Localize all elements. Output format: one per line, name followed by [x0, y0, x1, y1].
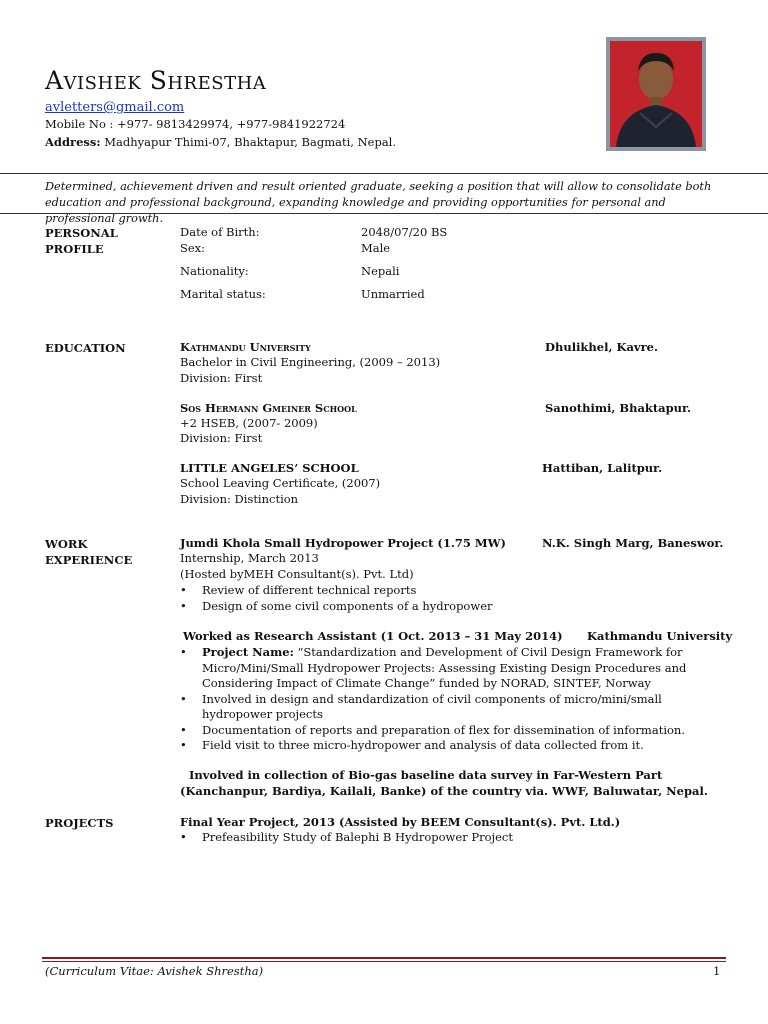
footer-text: (Curriculum Vitae: Avishek Shrestha) — [45, 964, 264, 978]
nationality-label: Nationality: — [180, 264, 249, 278]
list-item: • Documentation of reports and preparation of flex for dissemination of information. — [180, 723, 725, 739]
school-name: Sos Hermann Gmeiner School — [180, 401, 357, 415]
footer-divider — [42, 957, 726, 959]
list-item: • Review of different technical reports — [180, 583, 720, 599]
section-heading-projects: PROJECTS — [45, 816, 114, 830]
career-objective: Determined, achievement driven and result oriented graduate, seeking a position that will allow to consolidate both education and professional background, expanding knowledge and providing opportunities for personal and professional growth. — [45, 180, 712, 225]
job-location: N.K. Singh Marg, Baneswor. — [542, 536, 724, 550]
address — [45, 135, 396, 149]
school-name: Kathmandu University — [180, 340, 311, 354]
address-value: Madhyapur Thimi-07, Bhaktapur, Bagmati, Nepal. — [100, 135, 397, 149]
marital-label: Marital status: — [180, 287, 266, 301]
degree: School Leaving Certificate, (2007) — [180, 476, 381, 490]
divider — [0, 173, 768, 174]
job-duties — [180, 645, 725, 754]
email-link[interactable]: avletters@gmail.com — [45, 100, 185, 115]
school-name: LITTLE ANGELES’ SCHOOL — [180, 461, 359, 475]
address-label: Address: — [45, 135, 101, 149]
project-name-label: Project Name: — [202, 645, 294, 659]
profile-photo — [610, 41, 702, 147]
division: Division: First — [180, 431, 263, 445]
list-item: • Field visit to three micro-hydropower and analysis of data collected from it. — [180, 738, 725, 754]
division: Division: First — [180, 371, 263, 385]
divider — [0, 213, 768, 214]
list-item: • Prefeasibility Study of Balephi B Hydropower Project — [180, 830, 720, 846]
division: Division: Distinction — [180, 492, 299, 506]
job-title: Worked as Research Assistant (1 Oct. 2013 – 31 May 2014) — [183, 629, 563, 643]
job-duties — [180, 583, 720, 614]
list-item — [180, 645, 725, 692]
dob-value: 2048/07/20 BS — [361, 225, 448, 239]
section-heading-personal — [45, 225, 118, 257]
job-host: (Hosted byMEH Consultant(s). Pvt. Ltd) — [180, 567, 414, 581]
sex-label: Sex: — [180, 241, 206, 255]
job-role: Internship, March 2013 — [180, 551, 319, 565]
heading-line: WORK — [45, 537, 88, 551]
section-heading-education: EDUCATION — [45, 341, 126, 355]
marital-value: Unmarried — [361, 287, 425, 301]
nationality-value: Nepali — [361, 264, 400, 278]
profile-photo-frame — [606, 37, 706, 151]
footer-divider — [42, 961, 726, 962]
project-title: Final Year Project, 2013 (Assisted by BEEM Consultant(s). Pvt. Ltd.) — [180, 815, 621, 829]
project-name-text: “Standardization and Development of Civil Design Framework for Micro/Mini/Small Hydropower Projects: Assessing Existing Design Procedures and Considering Impact of Climate Change” funded by NORAD, SINTEF, Norway — [202, 645, 687, 690]
dob-label: Date of Birth: — [180, 225, 260, 239]
degree: +2 HSEB, (2007- 2009) — [180, 416, 318, 430]
school-location: Sanothimi, Bhaktapur. — [545, 401, 692, 415]
mobile-number: Mobile No : +977- 9813429974, +977-9841922724 — [45, 117, 346, 131]
heading-line: PERSONAL — [45, 226, 118, 240]
candidate-name: Avishek Shrestha — [45, 66, 267, 95]
list-item: • Involved in design and standardization of civil components of micro/mini/small hydropower projects — [180, 692, 725, 723]
section-heading-work — [45, 536, 132, 568]
job-title: Jumdi Khola Small Hydropower Project (1.75 MW) — [180, 536, 506, 550]
degree: Bachelor in Civil Engineering, (2009 – 2013) — [180, 355, 441, 369]
project-list — [180, 830, 720, 846]
sex-value: Male — [361, 241, 391, 255]
school-location: Hattiban, Lalitpur. — [542, 461, 663, 475]
job-location: Kathmandu University — [587, 629, 733, 643]
school-location: Dhulikhel, Kavre. — [545, 340, 658, 354]
heading-line: PROFILE — [45, 242, 104, 256]
heading-line: EXPERIENCE — [45, 553, 133, 567]
biogas-survey: Involved in collection of Bio-gas baseline data survey in Far-Western Part (Kanchanpur, Bardiya, Kailali, Banke) of the country via. WWF, Baluwatar, Nepal. — [180, 768, 708, 798]
page-number: 1 — [713, 964, 721, 978]
list-item: • Design of some civil components of a hydropower — [180, 599, 720, 615]
